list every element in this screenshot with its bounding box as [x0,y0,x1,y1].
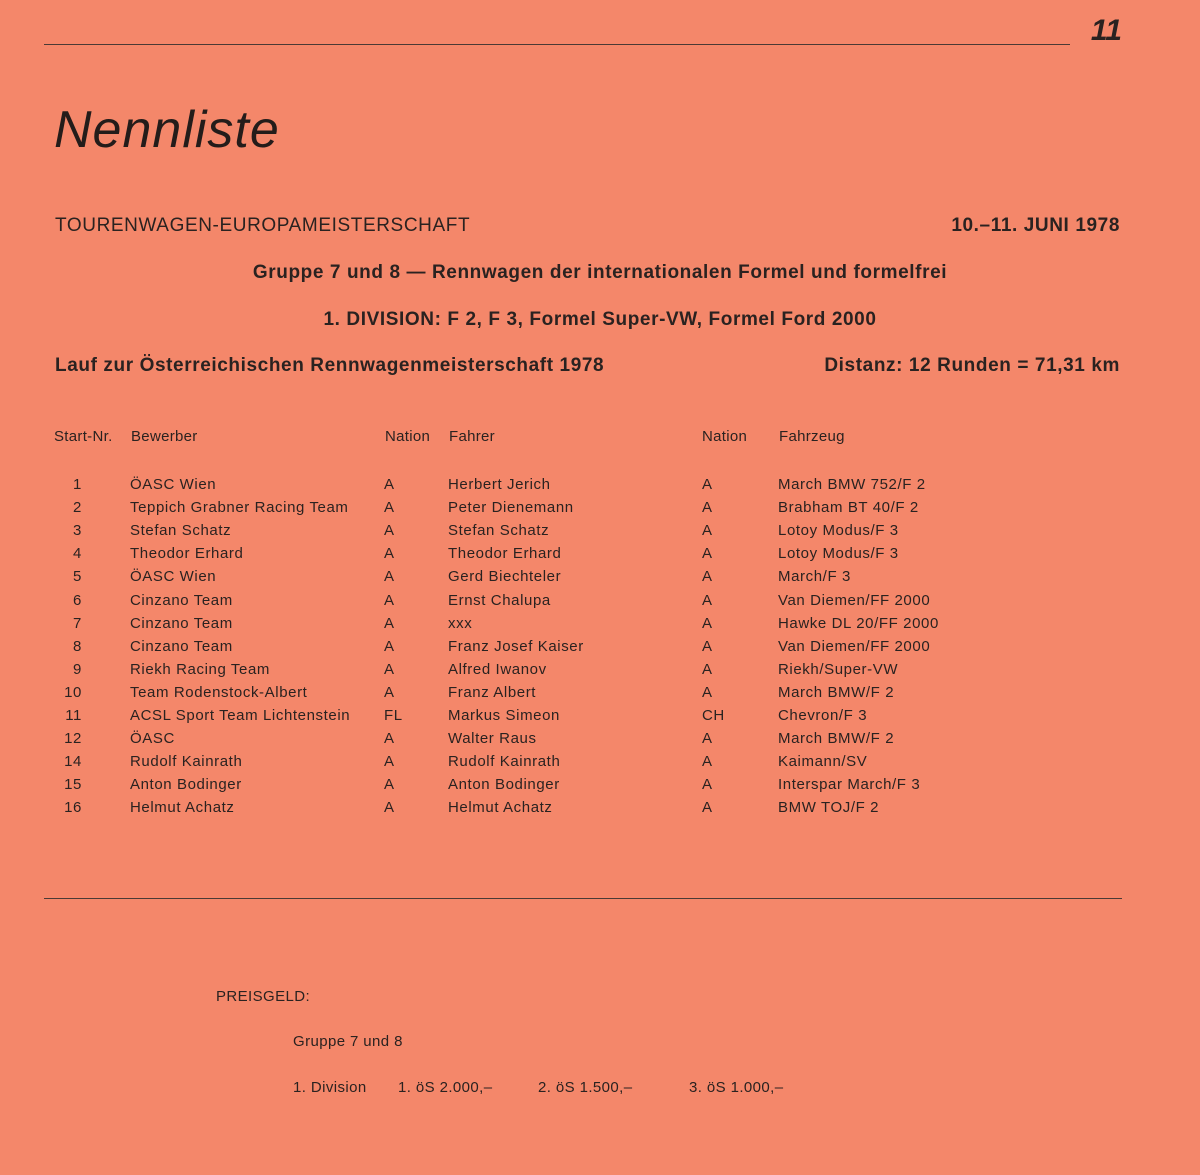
header-nation-1: Nation [385,428,431,445]
cell-bewerber: Rudolf Kainrath [130,753,243,771]
cell-fahrzeug: Hawke DL 20/FF 2000 [778,614,939,632]
cell-fahrzeug: March BMW/F 2 [778,730,895,748]
cell-bewerber: Stefan Schatz [130,522,232,540]
cell-fahrer: Alfred Iwanov [448,660,547,678]
cell-fahrer: Theodor Erhard [448,545,562,563]
cell-start-nr: 15 [64,776,82,794]
cell-bewerber-nation: A [384,730,395,748]
prize-first: 1. öS 2.000,– [398,1079,493,1096]
cell-bewerber: Cinzano Team [130,591,233,609]
cell-bewerber-nation: FL [384,706,403,724]
group-line: Gruppe 7 und 8 — Rennwagen der internationalen Formel und formelfrei [252,262,948,283]
cell-fahrzeug: Van Diemen/FF 2000 [778,591,931,609]
cell-fahrer: Markus Simeon [448,706,561,724]
cell-fahrer: Herbert Jerich [448,476,551,494]
cell-start-nr: 3 [73,522,82,540]
cell-bewerber-nation: A [384,660,395,678]
cell-start-nr: 9 [73,660,82,678]
cell-bewerber-nation: A [384,776,395,794]
cell-fahrzeug: Riekh/Super-VW [778,660,899,678]
event-date: 10.–11. JUNI 1978 [951,215,1120,236]
cell-fahrzeug: Interspar March/F 3 [778,776,921,794]
cell-fahrer-nation: A [702,568,713,586]
prize-third: 3. öS 1.000,– [689,1079,784,1096]
championship-line: Lauf zur Österreichischen Rennwagenmeisterschaft 1978 [55,355,605,376]
cell-bewerber: ÖASC [130,730,175,748]
cell-start-nr: 14 [64,753,82,771]
cell-fahrer: Stefan Schatz [448,522,550,540]
cell-bewerber-nation: A [384,799,395,817]
cell-fahrer: Anton Bodinger [448,776,560,794]
header-fahrer: Fahrer [449,428,495,445]
cell-fahrzeug: Brabham BT 40/F 2 [778,499,919,517]
header-nation-2: Nation [702,428,748,445]
cell-fahrer-nation: A [702,799,713,817]
series-title: TOURENWAGEN-EUROPAMEISTERSCHAFT [55,215,471,236]
cell-fahrer: Franz Albert [448,683,537,701]
cell-bewerber-nation: A [384,522,395,540]
cell-bewerber: ÖASC Wien [130,568,217,586]
cell-fahrzeug: Chevron/F 3 [778,706,868,724]
table-row [54,727,978,750]
table-row [54,496,978,519]
cell-fahrer-nation: A [702,545,713,563]
cell-bewerber: Team Rodenstock-Albert [130,683,308,701]
table-row [54,473,978,496]
cell-fahrer-nation: A [702,522,713,540]
cell-bewerber-nation: A [384,545,395,563]
header-start-nr: Start-Nr. [54,428,113,445]
bottom-rule [44,898,1122,899]
cell-bewerber: Cinzano Team [130,637,233,655]
cell-bewerber-nation: A [384,499,395,517]
cell-fahrer-nation: A [702,776,713,794]
cell-fahrer-nation: A [702,591,713,609]
cell-start-nr: 7 [73,614,82,632]
cell-fahrer-nation: CH [702,706,725,724]
cell-bewerber-nation: A [384,753,395,771]
cell-fahrer: Franz Josef Kaiser [448,637,584,655]
cell-fahrer-nation: A [702,753,713,771]
cell-bewerber-nation: A [384,683,395,701]
table-row [54,796,978,819]
cell-fahrer: Peter Dienemann [448,499,574,517]
header-bewerber: Bewerber [131,428,198,445]
cell-start-nr: 12 [64,730,82,748]
cell-fahrer-nation: A [702,499,713,517]
cell-fahrer: xxx [448,614,473,632]
cell-start-nr: 11 [65,706,82,724]
table-row [54,635,978,658]
distance-line: Distanz: 12 Runden = 71,31 km [824,355,1120,376]
cell-bewerber: Teppich Grabner Racing Team [130,499,349,517]
cell-fahrer-nation: A [702,683,713,701]
cell-start-nr: 6 [73,591,82,609]
cell-fahrzeug: March BMW/F 2 [778,683,895,701]
entry-table [54,473,978,819]
table-row [54,773,978,796]
table-row [54,612,978,635]
table-row [54,565,978,588]
cell-fahrer-nation: A [702,730,713,748]
prize-group: Gruppe 7 und 8 [293,1033,403,1050]
cell-bewerber-nation: A [384,614,395,632]
cell-fahrer: Gerd Biechteler [448,568,562,586]
cell-start-nr: 10 [64,683,82,701]
cell-fahrer: Ernst Chalupa [448,591,551,609]
page-number: 11 [1090,14,1122,47]
cell-fahrer: Walter Raus [448,730,537,748]
table-row [54,542,978,565]
cell-fahrzeug: Kaimann/SV [778,753,868,771]
table-row [54,750,978,773]
cell-bewerber: ÖASC Wien [130,476,217,494]
cell-fahrer-nation: A [702,476,713,494]
cell-bewerber-nation: A [384,476,395,494]
cell-fahrzeug: March/F 3 [778,568,851,586]
cell-fahrzeug: Lotoy Modus/F 3 [778,522,899,540]
cell-start-nr: 4 [73,545,82,563]
cell-bewerber: Anton Bodinger [130,776,242,794]
cell-fahrzeug: Lotoy Modus/F 3 [778,545,899,563]
cell-fahrer-nation: A [702,637,713,655]
cell-bewerber: Helmut Achatz [130,799,235,817]
cell-start-nr: 5 [73,568,82,586]
header-fahrzeug: Fahrzeug [779,428,845,445]
table-row [54,681,978,704]
top-rule [44,44,1070,45]
cell-bewerber: ACSL Sport Team Lichtenstein [130,706,351,724]
prize-division: 1. Division [293,1079,367,1096]
cell-fahrer-nation: A [702,614,713,632]
cell-start-nr: 1 [73,476,82,494]
division-line: 1. DIVISION: F 2, F 3, Formel Super-VW, Formel Ford 2000 [323,309,877,330]
cell-bewerber: Riekh Racing Team [130,660,270,678]
cell-fahrer: Helmut Achatz [448,799,553,817]
cell-fahrzeug: Van Diemen/FF 2000 [778,637,931,655]
table-row [54,519,978,542]
table-row [54,658,978,681]
cell-bewerber-nation: A [384,637,395,655]
cell-fahrzeug: BMW TOJ/F 2 [778,799,880,817]
cell-fahrzeug: March BMW 752/F 2 [778,476,926,494]
cell-bewerber-nation: A [384,568,395,586]
cell-fahrer-nation: A [702,660,713,678]
cell-bewerber-nation: A [384,591,395,609]
prize-second: 2. öS 1.500,– [538,1079,633,1096]
cell-fahrer: Rudolf Kainrath [448,753,561,771]
cell-start-nr: 2 [73,499,82,517]
prize-heading: PREISGELD: [216,988,311,1005]
cell-bewerber: Theodor Erhard [130,545,244,563]
cell-bewerber: Cinzano Team [130,614,233,632]
table-row [54,588,978,611]
cell-start-nr: 16 [64,799,82,817]
page-title: Nennliste [54,101,280,159]
cell-start-nr: 8 [73,637,82,655]
table-row [54,704,978,727]
